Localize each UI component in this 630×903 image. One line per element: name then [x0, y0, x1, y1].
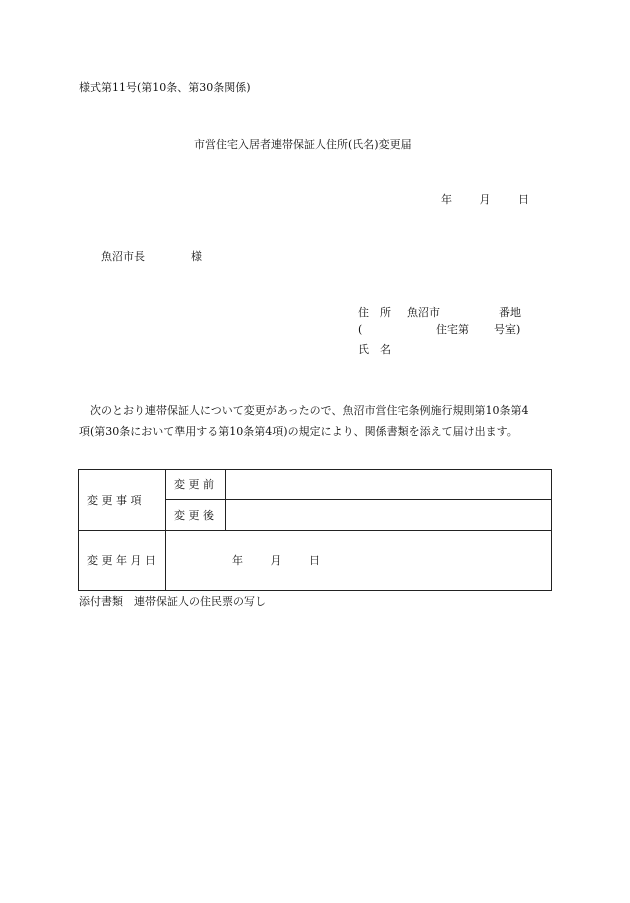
body-line-2: 項(第30条において準用する第10条第4項)の規定により、関係書類を添えて届け出ます。: [79, 425, 518, 438]
before-label: 変 更 前: [166, 470, 226, 500]
change-table: [78, 469, 552, 591]
housing-paren-open: (: [358, 323, 363, 336]
change-date-value[interactable]: [166, 531, 552, 591]
housing-label: 住宅第: [436, 323, 469, 336]
form-number: 様式第11号(第10条、第30条関係): [79, 81, 251, 94]
submission-date: [441, 194, 529, 205]
document-title: 市営住宅入居者連帯保証人住所(氏名)変更届: [194, 138, 412, 151]
change-date-month: 月: [270, 554, 282, 567]
change-date-day: 日: [309, 554, 320, 567]
address-city: 魚沼市: [407, 306, 440, 319]
address-banchi: 番地: [499, 306, 521, 319]
date-day-label: 日: [518, 193, 529, 206]
body-text: [79, 400, 549, 442]
change-date-label: 変 更 年 月 日: [79, 531, 166, 591]
date-month-label: 月: [479, 193, 491, 206]
after-value[interactable]: [226, 500, 552, 531]
body-line-1: 次のとおり連帯保証人について変更があったので、魚沼市営住宅条例施行規則第10条第4: [79, 404, 529, 417]
attachment-note: 添付書類 連帯保証人の住民票の写し: [79, 595, 266, 608]
change-date-year: 年: [232, 554, 243, 567]
change-item-label: 変 更 事 項: [79, 470, 166, 531]
after-label: 変 更 後: [166, 500, 226, 531]
addressee-name: 魚沼市長: [101, 250, 145, 263]
name-label: 氏 名: [358, 343, 391, 356]
room-label: 号室): [494, 323, 521, 336]
date-year-label: 年: [441, 193, 452, 206]
address-label: 住 所: [358, 306, 391, 319]
addressee: [101, 251, 202, 262]
addressee-honorific: 様: [191, 250, 202, 263]
before-value[interactable]: [226, 470, 552, 500]
